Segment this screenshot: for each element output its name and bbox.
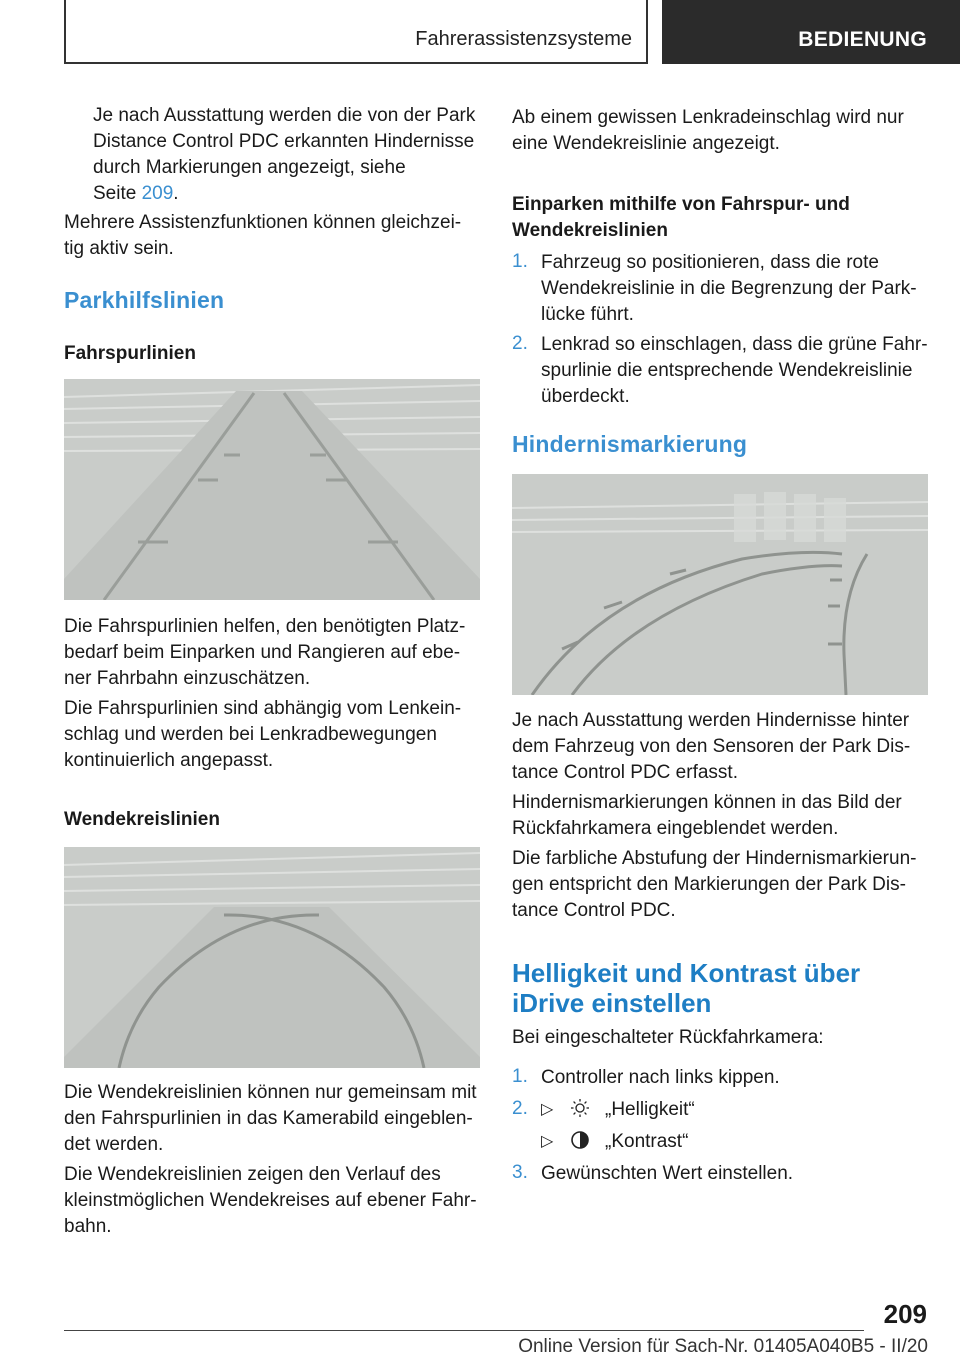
header-section-title: Fahrerassistenzsysteme [415,28,632,50]
subheading-fahrspurlinien: Fahrspurlinien [64,343,196,364]
text-line: Die Fahrspurlinien sind abhängig vom Lenkein‐ [64,698,462,719]
text-line: durch Markierungen angezeigt, siehe [93,157,406,178]
step-text: Controller nach links kippen. [541,1067,780,1088]
text-line: bahn. [64,1216,112,1237]
text-line: spurlinie die entsprechende Wendekreislinie [541,360,913,381]
heading-hindernismarkierung: Hindernismarkierung [512,431,748,457]
brightness-icon [570,1098,590,1123]
kontrast-label: „Kontrast“ [605,1131,689,1152]
text-line: Fahrzeug so positionieren, dass die rote [541,252,879,273]
text-line: Je nach Ausstattung werden die von der Park [93,105,476,126]
text-line: kleinstmöglichen Wendekreises auf ebener Fahr‐ [64,1190,477,1211]
text-line: kontinuierlich angepasst. [64,750,274,771]
text-line: Die Wendekreislinien zeigen den Verlauf des [64,1164,441,1185]
contrast-icon [570,1130,590,1155]
figure-hindernismarkierung [512,474,928,695]
text-line [93,181,179,207]
text-line: Die Fahrspurlinien helfen, den benötigten Platz‐ [64,616,466,637]
subheading-einparken: Einparken mithilfe von Fahrspur- und [512,194,850,215]
text-line: det werden. [64,1134,164,1155]
text-line: dem Fahrzeug von den Sensoren der Park Dis‐ [512,736,911,757]
text-line: tance Control PDC erfasst. [512,762,738,783]
arrow-icon: ▷ [541,1101,554,1118]
text-line: Ab einem gewissen Lenkradeinschlag wird nur [512,107,904,128]
text-line: eine Wendekreislinie angezeigt. [512,133,780,154]
text-line: tance Control PDC. [512,900,676,921]
page-link[interactable]: 209 [141,183,174,204]
text-line: tig aktiv sein. [64,238,174,259]
page-number: 209 [883,1299,927,1329]
text-line: bedarf beim Einparken und Rangieren auf ebe‐ [64,642,461,663]
step-number: 1. [512,1066,528,1087]
helligkeit-label: „Helligkeit“ [605,1099,695,1120]
figure-wendekreislinien [64,847,480,1068]
text-line: Wendekreislinie in die Begrenzung der Park‐ [541,278,917,299]
step-number: 2. [512,1098,528,1119]
footer-divider [64,1330,864,1331]
step-number: 3. [512,1162,528,1183]
heading-helligkeit: Helligkeit und Kontrast über [512,958,861,988]
arrow-icon: ▷ [541,1133,554,1150]
text-line: Bei eingeschalteter Rückfahrkamera: [512,1027,824,1048]
period: . [173,183,179,204]
subheading-einparken-2: Wendekreislinien [512,220,668,241]
text-line: Distance Control PDC erkannten Hindernisse [93,131,475,152]
text-line: lücke führt. [541,304,634,325]
header-chapter-box [662,0,960,64]
heading-helligkeit-2: iDrive einstellen [512,988,712,1018]
text-line: Je nach Ausstattung werden Hindernisse hinter [512,710,910,731]
text-line: schlag und werden bei Lenkradbewegungen [64,724,437,745]
header-section-box [64,0,648,64]
subheading-wendekreislinien: Wendekreislinien [64,809,220,830]
text-line: Rückfahrkamera eingeblendet werden. [512,818,839,839]
text-line: ner Fahrbahn einzuschätzen. [64,668,311,689]
text-line: den Fahrspurlinien in das Kamerabild eingeblen‐ [64,1108,473,1129]
heading-parkhilfslinien: Parkhilfslinien [64,287,225,313]
step-text: Gewünschten Wert einstellen. [541,1163,794,1184]
step-number: 2. [512,333,528,354]
figure-fahrspurlinien [64,379,480,600]
text-line: Lenkrad so einschlagen, dass die grüne Fahr‐ [541,334,928,355]
text-line: Die farbliche Abstufung der Hindernismarkierun‐ [512,848,917,869]
text-line: Mehrere Assistenzfunktionen können gleichzei‐ [64,212,462,233]
step-number: 1. [512,251,528,272]
footer-online-version: Online Version für Sach-Nr. 01405A040B5 - II/20 [518,1336,928,1357]
seite-label: Seite [93,183,142,204]
text-line: Hindernismarkierungen können in das Bild der [512,792,902,813]
text-line: überdeckt. [541,386,630,407]
text-line: Die Wendekreislinien können nur gemeinsam mit [64,1082,477,1103]
text-line: gen entspricht den Markierungen der Park Dis‐ [512,874,906,895]
header-chapter-title: BEDIENUNG [798,28,927,51]
